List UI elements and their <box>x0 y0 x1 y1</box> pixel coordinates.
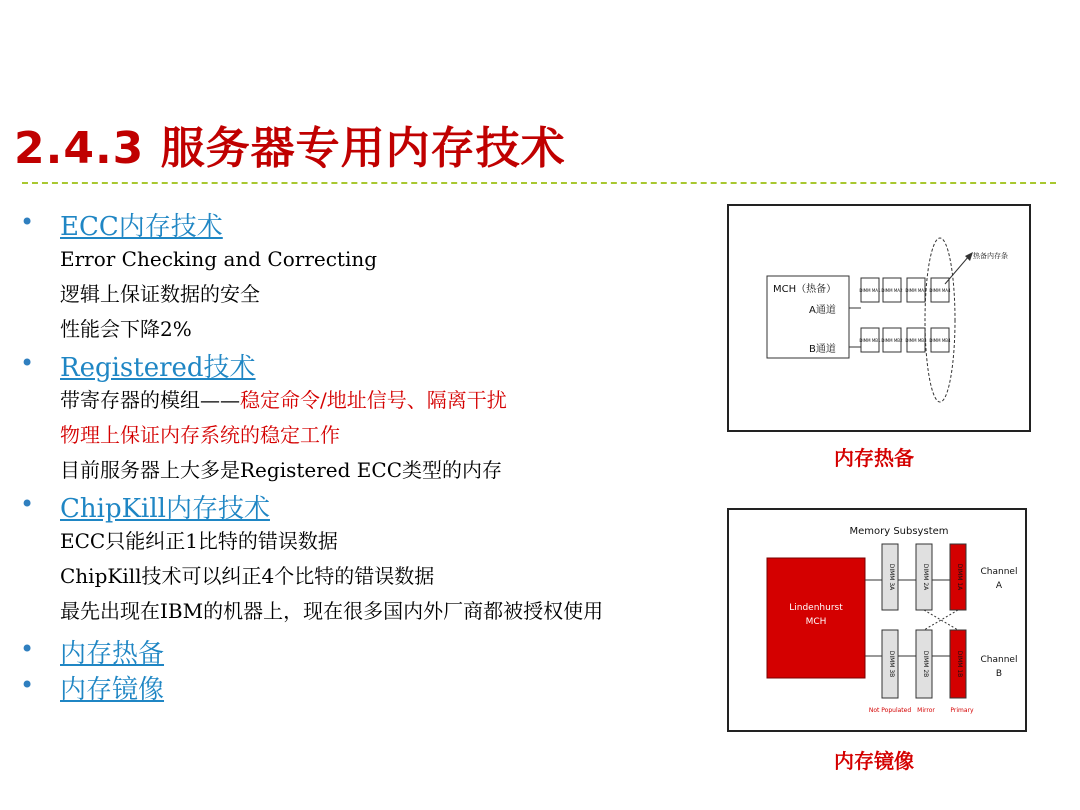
bullet-dot-icon: • <box>20 490 35 518</box>
spare-ellipse <box>925 238 955 402</box>
body-text: ECC只能纠正1比特的错误数据 <box>60 529 338 553</box>
dimm-top-label: DIMM 3A <box>888 563 895 591</box>
channel-b-label: Channel <box>980 655 1018 665</box>
bullet-item <box>20 206 720 242</box>
channel-a-label: Channel <box>980 567 1018 577</box>
channel-a-label: A <box>995 581 1003 591</box>
mch-label: MCH（热备） <box>773 284 837 295</box>
mch-line-1: Lindenhurst <box>789 603 843 613</box>
body-text: 性能会下降2% <box>60 317 192 341</box>
bullet-link[interactable]: 内存镜像 <box>60 675 165 705</box>
legend-label: Primary <box>950 707 974 714</box>
channel-a-label: A通道 <box>809 305 836 316</box>
sub-line <box>60 418 720 453</box>
body-text: 目前服务器上大多是Registered ECC类型的内存 <box>60 458 502 482</box>
dimm-a-label: DIMM MA4 <box>929 288 951 293</box>
bullet-link[interactable]: ChipKill内存技术 <box>60 494 270 524</box>
spare-label: 热备内存条 <box>973 252 1008 260</box>
hot-spare-figure <box>727 204 1031 432</box>
bullet-dot-icon: • <box>20 349 35 377</box>
mirroring-diagram <box>729 510 1025 730</box>
dimm-top-label: DIMM 2A <box>922 563 929 591</box>
bullet-dot-icon: • <box>20 671 35 699</box>
bullet-item <box>20 488 720 524</box>
legend-label: Not Populated <box>868 707 912 714</box>
sub-line <box>60 383 720 418</box>
spare-arrow <box>945 256 969 284</box>
legend-label: Mirror <box>917 707 935 714</box>
channel-b-label: B <box>995 669 1003 679</box>
dimm-b-label: DIMM MB2 <box>881 338 903 343</box>
channel-b-label: B通道 <box>809 344 836 355</box>
title-divider <box>22 182 1056 184</box>
dimm-bottom-label: DIMM 2B <box>922 650 929 678</box>
bullet-dot-icon: • <box>20 208 35 236</box>
dimm-top-label: DIMM 1A <box>956 563 963 591</box>
dimm-a-label: DIMM MA1 <box>859 288 881 293</box>
sub-line <box>60 242 720 277</box>
dimm-bottom-label: DIMM 1B <box>956 650 963 678</box>
subsystem-label: Memory Subsystem <box>849 526 949 537</box>
body-text: ChipKill技术可以纠正4个比特的错误数据 <box>60 564 435 588</box>
body-text: 逻辑上保证数据的安全 <box>60 282 260 306</box>
bullet-item <box>20 347 720 383</box>
dimm-b-label: DIMM MB1 <box>859 338 881 343</box>
dimm-b-label: DIMM MB4 <box>929 338 951 343</box>
dimm-a-label: DIMM MA2 <box>881 288 903 293</box>
bullet-link[interactable]: ECC内存技术 <box>60 212 223 242</box>
dimm-bottom-label: DIMM 3B <box>888 650 895 678</box>
highlight-text: 稳定命令/地址信号、隔离干扰 <box>240 388 507 412</box>
sub-line <box>60 559 720 594</box>
body-text: 最先出现在IBM的机器上，现在很多国内外厂商都被授权使用 <box>60 599 604 623</box>
sub-line <box>60 312 720 347</box>
sub-line <box>60 453 720 488</box>
highlight-text: 物理上保证内存系统的稳定工作 <box>60 423 340 447</box>
bullet-dot-icon: • <box>20 635 35 663</box>
bullet-item <box>20 669 720 705</box>
bullet-item <box>20 633 720 669</box>
page-title: 2.4.3 服务器专用内存技术 <box>14 123 566 174</box>
sub-line <box>60 524 720 559</box>
bullet-link[interactable]: 内存热备 <box>60 639 165 669</box>
body-text: 带寄存器的模组—— <box>60 388 240 412</box>
body-text: Error Checking and Correcting <box>60 247 378 271</box>
bullet-link[interactable]: Registered技术 <box>60 353 256 383</box>
hot-spare-caption: 内存热备 <box>834 446 914 470</box>
bullet-list <box>20 206 720 705</box>
mch-line-2: MCH <box>805 617 827 627</box>
mirroring-caption: 内存镜像 <box>834 749 914 773</box>
dimm-a-label: DIMM MA3 <box>905 288 927 293</box>
mirroring-figure <box>727 508 1027 732</box>
hot-spare-diagram <box>729 206 1029 430</box>
sub-line <box>60 277 720 312</box>
dimm-b-label: DIMM MB3 <box>905 338 927 343</box>
sub-line <box>60 594 720 629</box>
